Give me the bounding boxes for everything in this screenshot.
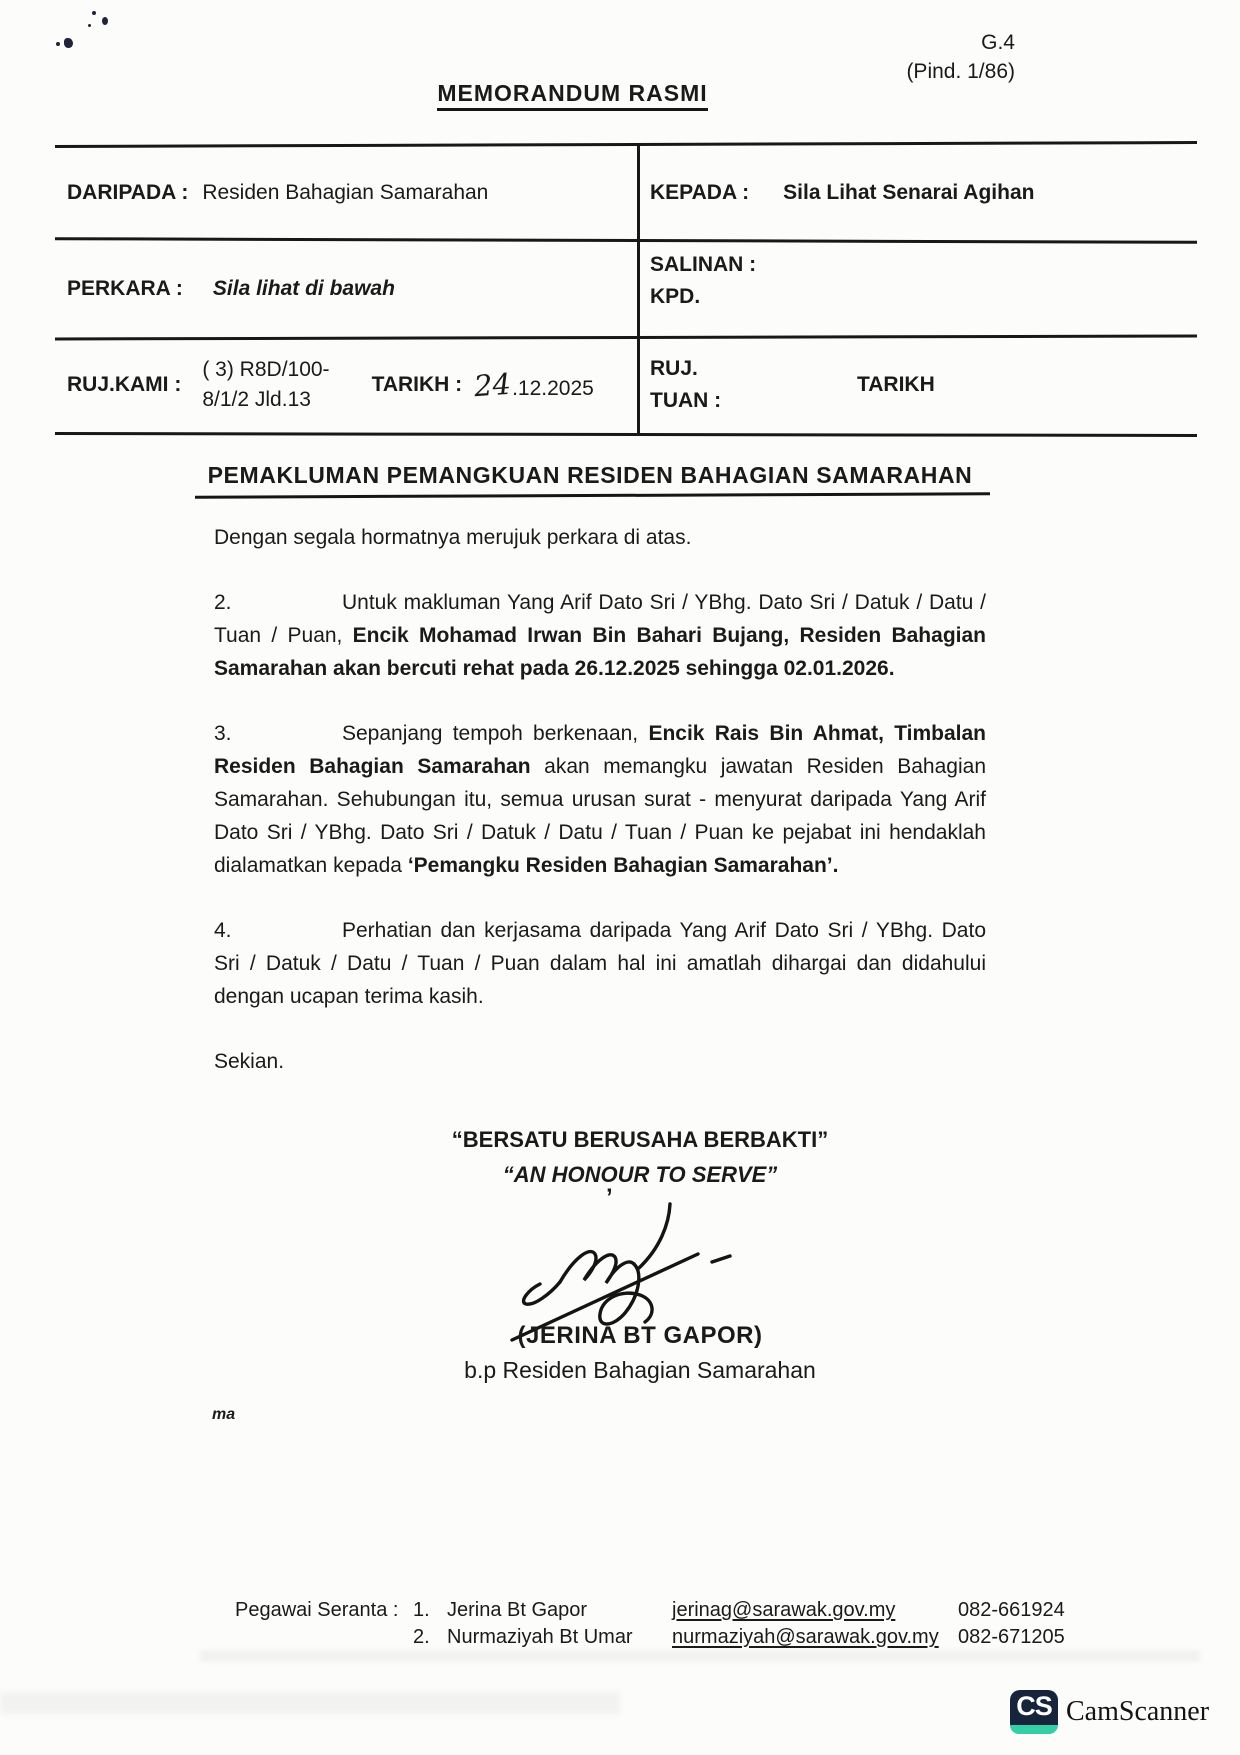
salinan-label: SALINAN : <box>650 253 757 276</box>
kepada-label: KEPADA : <box>650 180 750 204</box>
memo-body <box>214 521 986 1110</box>
paragraph-3-number: 3. <box>214 722 232 745</box>
cell-ruj-kami <box>67 339 635 431</box>
table-divider-vertical <box>637 144 640 435</box>
ruj-tuan-line1: RUJ. <box>650 357 698 380</box>
camscanner-cs-letters: CS <box>1016 1691 1052 1721</box>
ruj-tuan-line2: TUAN : <box>650 389 722 412</box>
contact-row <box>413 1597 1093 1623</box>
scan-speck <box>56 42 60 46</box>
scan-speck <box>88 24 91 27</box>
ruj-kami-label: RUJ.KAMI : <box>67 373 182 396</box>
salutation: Dengan segala hormatnya merujuk perkara di atas. <box>214 526 692 549</box>
subject-underline <box>195 492 990 498</box>
scan-speck <box>92 11 96 15</box>
signatory-name: (JERINA BT GAPOR) <box>517 1322 763 1349</box>
camscanner-wordmark: CamScanner <box>1066 1696 1210 1727</box>
slogan-block <box>240 1122 1040 1192</box>
form-revision: (Pind. 1/86) <box>906 60 1015 83</box>
cell-perkara <box>67 242 627 335</box>
perkara-value: Sila lihat di bawah <box>212 276 395 300</box>
contact-name: Jerina Bt Gapor <box>447 1599 588 1621</box>
subject-heading: PEMAKLUMAN PEMANGKUAN RESIDEN BAHAGIAN SAMARAHAN <box>207 462 973 488</box>
camscanner-logo-icon <box>1010 1690 1058 1734</box>
camscanner-teal-strip <box>1010 1725 1058 1734</box>
scan-speck <box>64 38 73 48</box>
ruj-kami-ref-line1: ( 3) R8D/100- <box>202 358 330 381</box>
paragraph-3: 3. Sepanjang tempoh berkenaan, Encik Rais Bin Ahmat, Timbalan Residen Bahagian Samarahan akan memangku jawatan Residen Bahagian Samarahan. Sehubungan itu, semua urusan surat - menyurat daripada Yang Arif Dato Sri / YBhg. Dato Sri / Datuk / Datu / Tuan / Puan ke pejabat ini hendaklah dialamatkan kepada ‘Pemangku Residen Bahagian Samarahan’. <box>214 717 986 882</box>
daripada-label: DARIPADA : <box>67 180 189 204</box>
daripada-value: Residen Bahagian Samarahan <box>202 180 489 204</box>
contact-number: 1. <box>413 1599 430 1621</box>
memo-header-table <box>55 143 1197 438</box>
table-border-bottom <box>55 432 1197 437</box>
ruj-kami-ref-line2: 8/1/2 Jld.13 <box>202 388 311 411</box>
closing-word: Sekian. <box>214 1050 285 1073</box>
contact-phone: 082-671205 <box>958 1626 1065 1648</box>
scan-smudge <box>0 1692 620 1714</box>
form-code: G.4 <box>981 31 1015 54</box>
tarikh-typed-rest: .12.2025 <box>512 377 594 400</box>
paragraph-2-number: 2. <box>214 591 232 614</box>
kepada-value: Sila Lihat Senarai Agihan <box>783 180 1035 204</box>
perkara-label: PERKARA : <box>67 276 183 300</box>
cell-kepada <box>650 146 1190 239</box>
pegawai-seranta-label: Pegawai Seranta : <box>235 1599 399 1621</box>
signatory-behalf: b.p Residen Bahagian Samarahan <box>464 1357 816 1383</box>
paragraph-2: 2. Untuk makluman Yang Arif Dato Sri / YBhg. Dato Sri / Datuk / Datu / Tuan / Puan, Encik Mohamad Irwan Bin Bahari Bujang, Residen Bahagian Samarahan akan bercuti rehat pada 26.12.2025 sehingga 02.01.2026. <box>214 586 986 685</box>
contact-phone: 082-661924 <box>958 1599 1065 1621</box>
contact-number: 2. <box>413 1626 430 1648</box>
scan-smudge <box>200 1650 1200 1662</box>
cell-salinan <box>650 249 1190 335</box>
slogan-malay: “BERSATU BERUSAHA BERBAKTI” <box>451 1127 829 1152</box>
typist-initials: ma <box>212 1406 236 1423</box>
tarikh-handwritten-day: 24 <box>473 366 513 404</box>
slogan-english: “AN HONOUR TO SERVE” <box>502 1162 778 1187</box>
contact-email: jerinag@sarawak.gov.my <box>672 1599 896 1621</box>
cell-ruj-tuan <box>650 339 1190 431</box>
kpd-label: KPD. <box>650 285 701 308</box>
tarikh-right-label: TARIKH <box>857 373 935 396</box>
document-title: MEMORANDUM RASMI <box>0 80 1145 107</box>
paragraph-4: 4. Perhatian dan kerjasama daripada Yang Arif Dato Sri / YBhg. Dato Sri / Datuk / Datu / Tuan / Puan dalam hal ini amatlah dihargai dan didahului dengan ucapan terima kasih. <box>214 914 986 1013</box>
contact-name: Nurmaziyah Bt Umar <box>447 1626 633 1648</box>
scan-speck <box>102 17 108 25</box>
stray-pen-mark: ’ <box>606 1184 613 1211</box>
paragraph-4-number: 4. <box>214 919 232 942</box>
contact-row <box>413 1624 1093 1650</box>
contact-email: nurmaziyah@sarawak.gov.my <box>672 1626 939 1648</box>
cell-daripada <box>67 146 627 239</box>
form-code-block <box>906 28 1015 86</box>
tarikh-label: TARIKH : <box>371 373 463 396</box>
